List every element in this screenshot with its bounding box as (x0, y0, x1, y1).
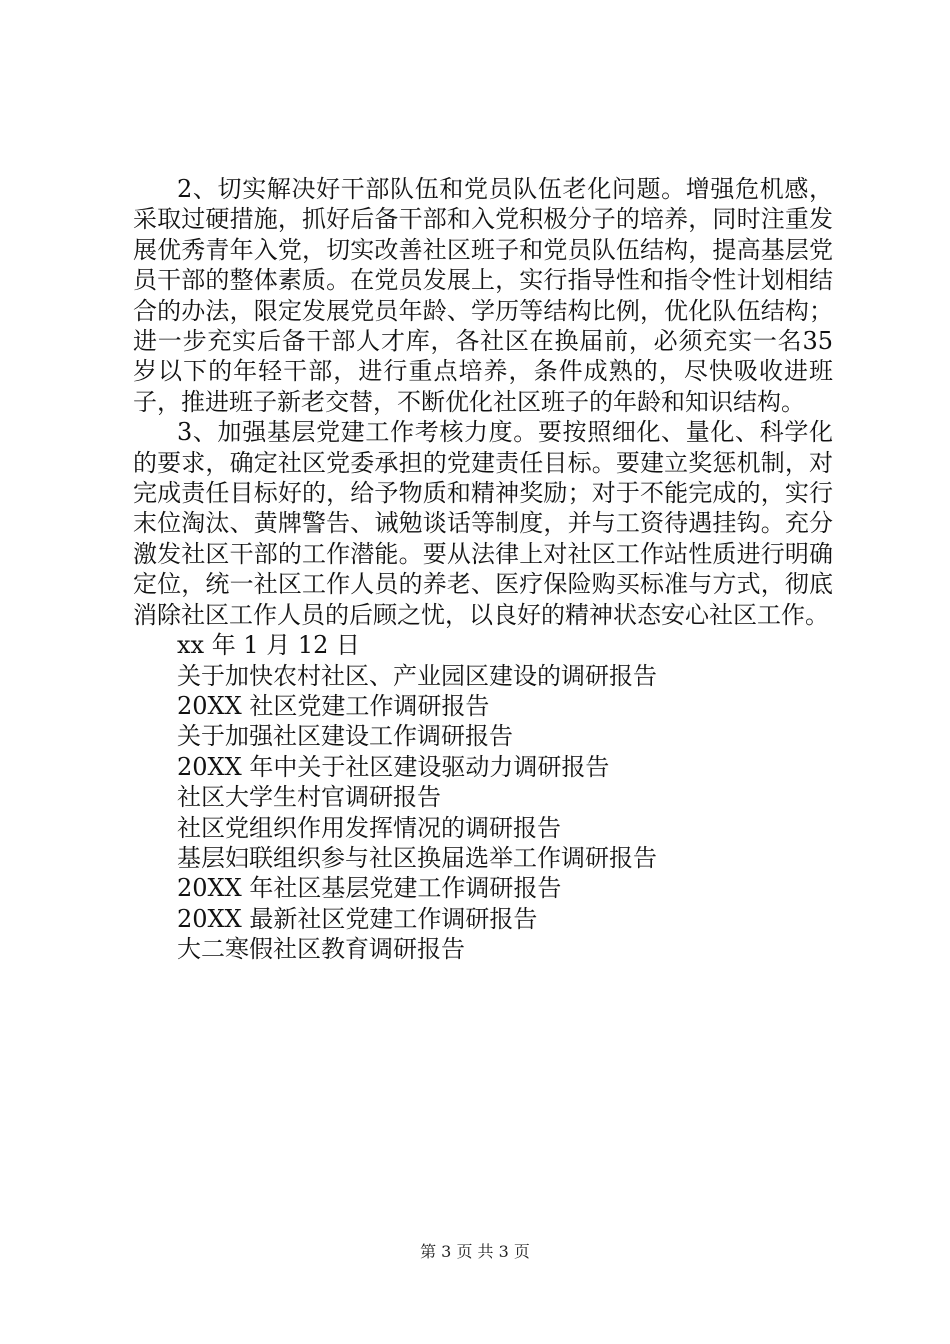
paragraph-3: 3、加强基层党建工作考核力度。要按照细化、量化、科学化的要求，确定社区党委承担的党建责任目标。要建立奖惩机制，对完成责任目标好的，给予物质和精神奖励；对于不能完成的，实行末位淘汰、黄牌警告、诫勉谈话等制度，并与工资待遇挂钩。充分激发社区干部的工作潜能。要从法律上对社区工作站性质进行明确定位，统一社区工作人员的养老、医疗保险购买标准与方式，彻底消除社区工作人员的后顾之忧，以良好的精神状态安心社区工作。 (133, 418, 833, 629)
related-title-item: 关于加强社区建设工作调研报告 (177, 722, 513, 751)
related-title-item: 社区党组织作用发挥情况的调研报告 (177, 813, 561, 842)
document-body (133, 174, 833, 965)
related-title-item: 基层妇联组织参与社区换届选举工作调研报告 (177, 843, 657, 872)
related-title-item: 社区大学生村官调研报告 (177, 783, 441, 812)
related-title-item: 关于加快农村社区、产业园区建设的调研报告 (177, 661, 657, 690)
related-titles-list (133, 661, 833, 965)
related-title-item: 20XX 年中关于社区建设驱动力调研报告 (177, 752, 610, 781)
page-number-footer: 第 3 页 共 3 页 (420, 1242, 530, 1261)
related-title-item: 20XX 社区党建工作调研报告 (177, 691, 490, 720)
related-title-item: 20XX 年社区基层党建工作调研报告 (177, 874, 562, 903)
related-title-item: 20XX 最新社区党建工作调研报告 (177, 904, 538, 933)
paragraph-2: 2、切实解决好干部队伍和党员队伍老化问题。增强危机感，采取过硬措施，抓好后备干部和入党积极分子的培养，同时注重发展优秀青年入党，切实改善社区班子和党员队伍结构，提高基层党员干部的整体素质。在党员发展上，实行指导性和指令性计划相结合的办法，限定发展党员年龄、学历等结构比例，优化队伍结构；进一步充实后备干部人才库，各社区在换届前，必须充实一名35岁以下的年轻干部，进行重点培养，条件成熟的，尽快吸收进班子，推进班子新老交替，不断优化社区班子的年龄和知识结构。 (133, 175, 833, 416)
related-title-item: 大二寒假社区教育调研报告 (177, 935, 465, 964)
document-date: xx 年 1 月 12 日 (177, 631, 361, 660)
